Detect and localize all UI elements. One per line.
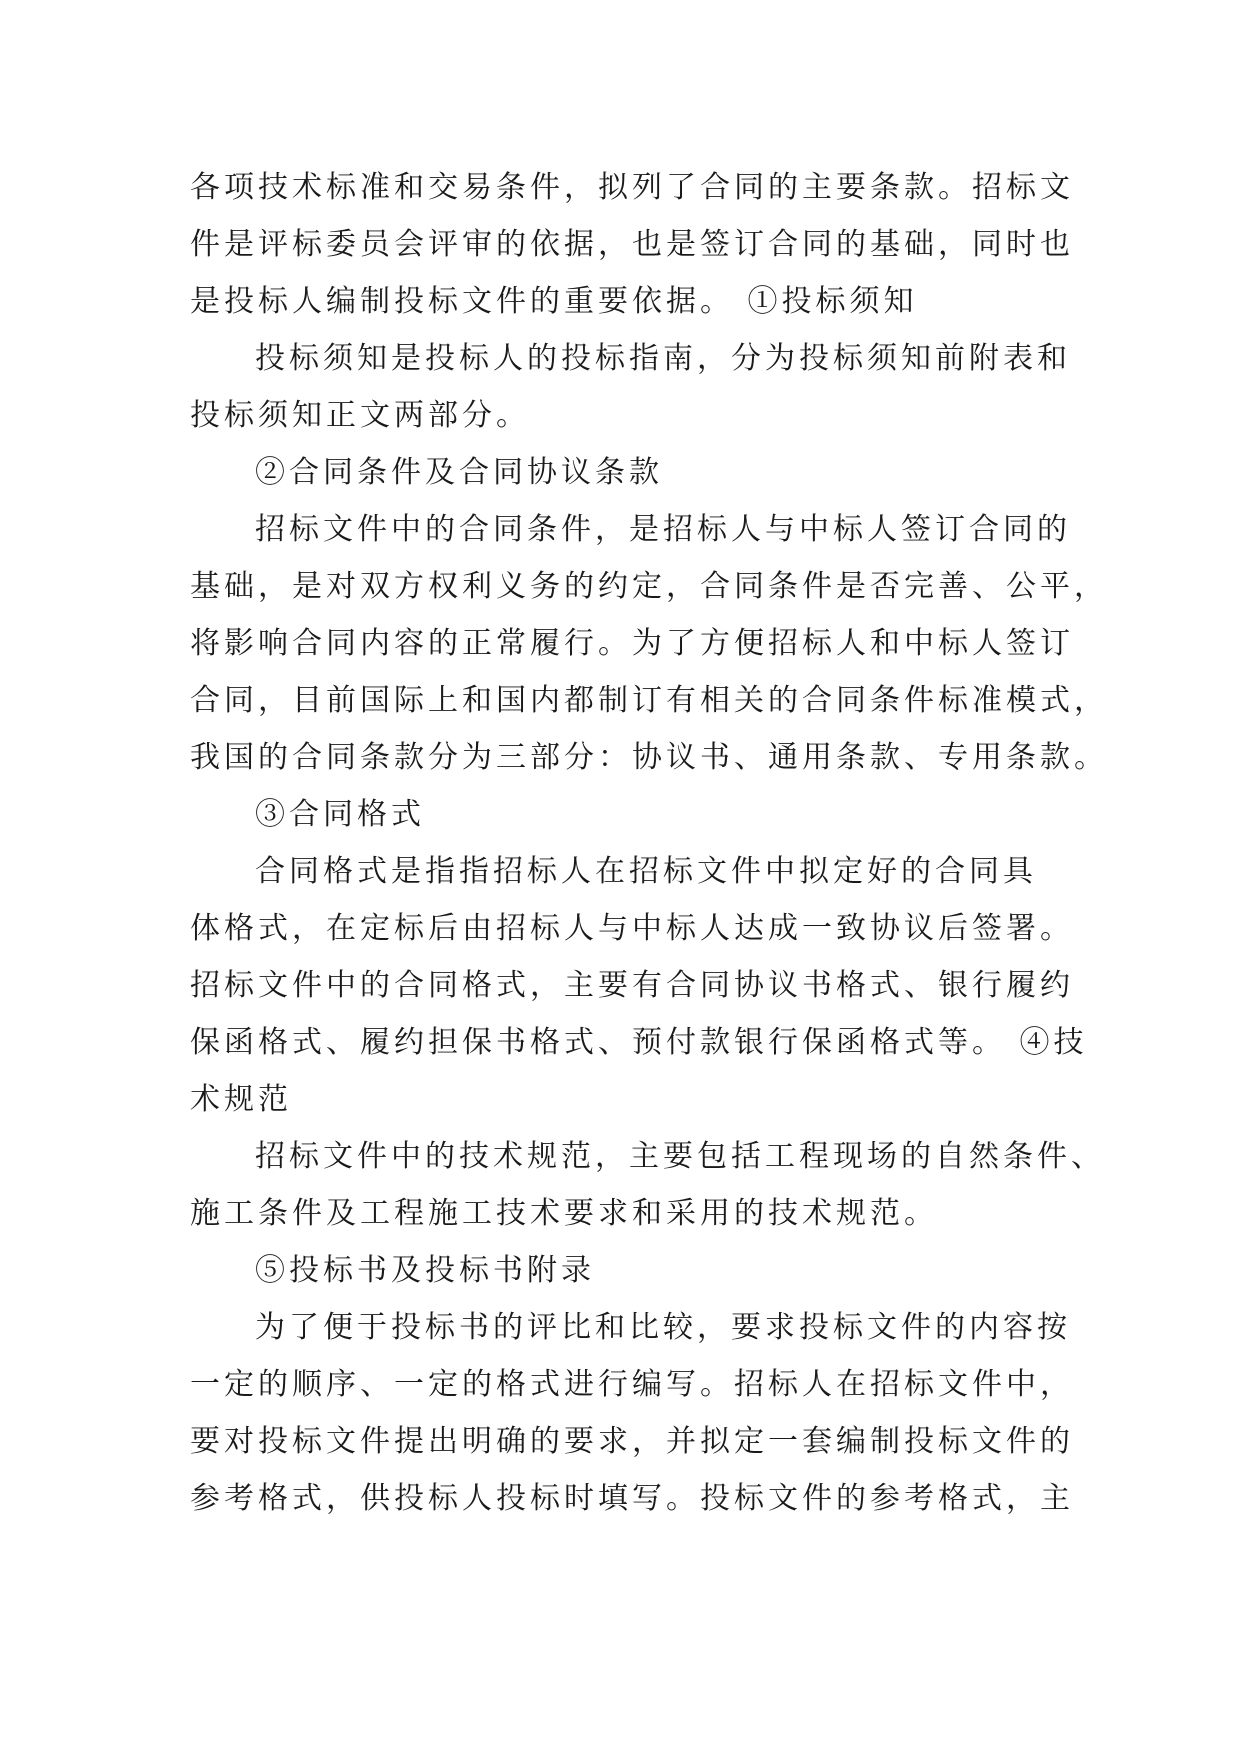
text-line-17: 术规范: [190, 1082, 292, 1117]
text-line-15: 招标文件中的合同格式，主要有合同协议书格式、银行履约: [190, 968, 1074, 1003]
text-line-8: 基础，是对双方权利义务的约定，合同条件是否完善、公平，: [190, 569, 1108, 604]
text-line-22: 一定的顺序、一定的格式进行编写。招标人在招标文件中，: [190, 1367, 1074, 1402]
text-line-6: ②合同条件及合同协议条款: [255, 455, 663, 490]
text-line-4: 投标须知是投标人的投标指南，分为投标须知前附表和: [255, 341, 1071, 376]
text-line-18: 招标文件中的技术规范，主要包括工程现场的自然条件、: [255, 1139, 1105, 1174]
text-line-7: 招标文件中的合同条件，是招标人与中标人签订合同的: [255, 512, 1071, 547]
text-line-9: 将影响合同内容的正常履行。为了方便招标人和中标人签订: [190, 626, 1074, 661]
text-line-23: 要对投标文件提出明确的要求，并拟定一套编制投标文件的: [190, 1424, 1074, 1459]
text-line-13: 合同格式是指指招标人在招标文件中拟定好的合同具: [255, 854, 1037, 889]
text-line-5: 投标须知正文两部分。: [190, 398, 530, 433]
text-line-12: ③合同格式: [255, 797, 425, 832]
text-line-2: 件是评标委员会评审的依据，也是签订合同的基础，同时也: [190, 227, 1074, 262]
text-line-19: 施工条件及工程施工技术要求和采用的技术规范。: [190, 1196, 938, 1231]
text-line-10: 合同，目前国际上和国内都制订有相关的合同条件标准模式，: [190, 683, 1108, 718]
text-line-14: 体格式，在定标后由招标人与中标人达成一致协议后签署。: [190, 911, 1074, 946]
text-line-21: 为了便于投标书的评比和比较，要求投标文件的内容按: [255, 1310, 1071, 1345]
text-line-20: ⑤投标书及投标书附录: [255, 1253, 595, 1288]
text-line-16: 保函格式、履约担保书格式、预付款银行保函格式等。 ④技: [190, 1025, 1088, 1060]
text-line-24: 参考格式，供投标人投标时填写。投标文件的参考格式，主: [190, 1481, 1074, 1516]
text-line-3: 是投标人编制投标文件的重要依据。 ①投标须知: [190, 284, 918, 319]
text-line-11: 我国的合同条款分为三部分：协议书、通用条款、专用条款。: [190, 740, 1108, 775]
text-line-1: 各项技术标准和交易条件，拟列了合同的主要条款。招标文: [190, 170, 1074, 205]
